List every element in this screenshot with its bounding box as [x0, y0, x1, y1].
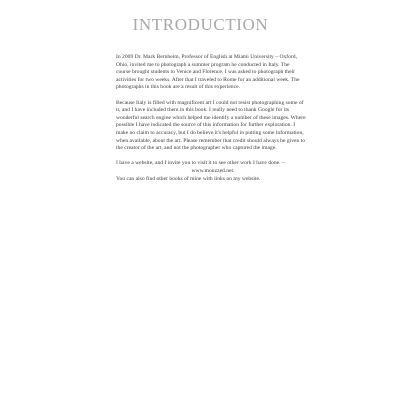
text-line: Because Italy is filled with magnificent art I could not resist photographing some of — [116, 99, 304, 106]
text-line: possible I have indicated the source of this information for further exploration. I — [116, 122, 296, 129]
text-line: In 2009 Dr. Mark Bernheim, Professor of English at Miami University – Oxford, — [116, 54, 297, 60]
website-link[interactable]: www.mouzzed.net. — [191, 167, 235, 174]
text-line: wonderful search engine which helped me identify a number of these images. Where — [116, 114, 306, 121]
text-line: it, and I have included them in this book. I really need to thank Google for its — [116, 107, 290, 114]
paragraph-website — [116, 160, 310, 183]
text-line: course brought students to Venice and Florence. I was asked to photograph their — [116, 69, 296, 76]
introduction-body — [116, 54, 310, 191]
paragraph-art — [116, 100, 310, 153]
text-line: the creator of the art, and not the photographer who captured the image. — [116, 145, 277, 152]
text-line: photographs in this book are a result of this experience. — [116, 84, 240, 91]
paragraph-program — [116, 54, 310, 92]
page-title: INTRODUCTION — [132, 15, 269, 34]
text-line: when available, about the art. Please remember that credit should always be given to — [116, 137, 306, 144]
text-line: activities for two weeks. After that I traveled to Rome for an additional week. The — [116, 76, 300, 83]
text-line: I have a website, and I invite you to visit it to see other work I have done. – — [116, 160, 285, 167]
text-line: Ohio, invited me to photograph a summer program he conducted in Italy. The — [116, 61, 290, 68]
text-line: make no claim to accuracy, but I do believe it's helpful in putting some information, — [116, 129, 304, 136]
text-line: You can also find other books of mine with links on my website. — [116, 175, 261, 182]
